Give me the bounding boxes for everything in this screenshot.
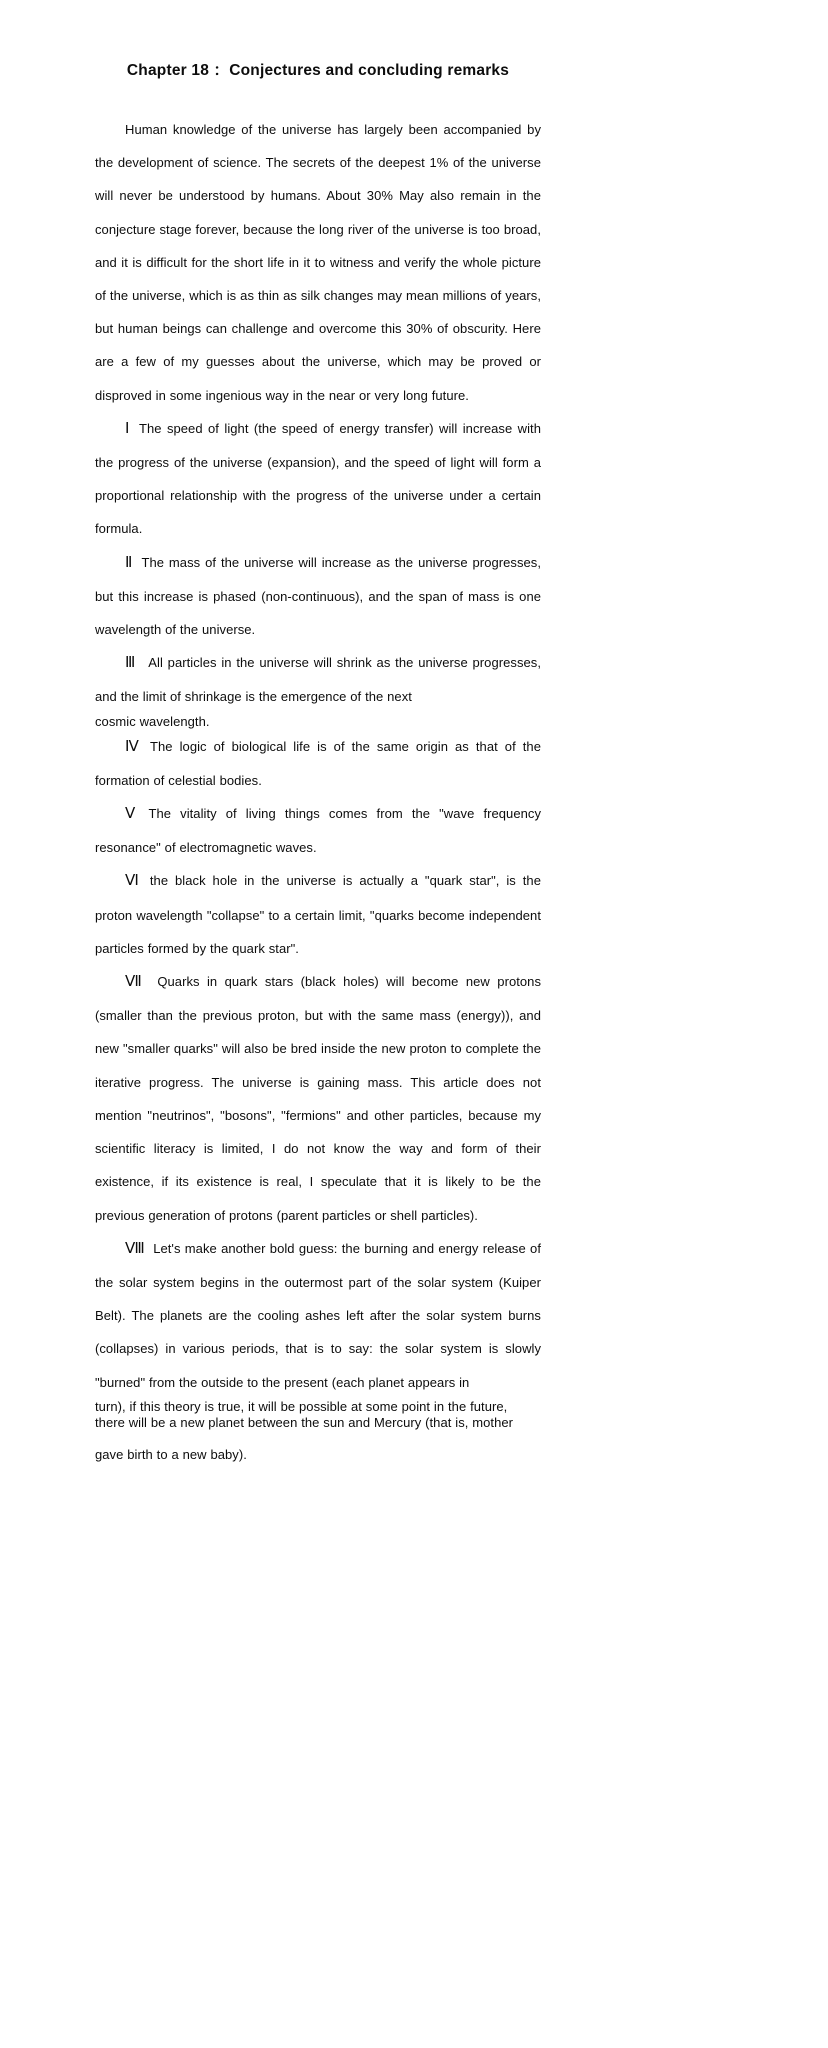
roman-numeral-8: Ⅷ	[125, 1240, 146, 1257]
conjecture-8-text-d: gave birth to a new baby).	[95, 1446, 247, 1462]
paragraph-intro: Human knowledge of the universe has largely been accompanied by the development of science. The secrets of the deepest 1% of the universe will never be understood by humans. About 30% May also remain in the conjecture stage forever, because the long river of the universe is too broad, and it is difficult for the short life in it to witness and verify the whole picture of the universe, which is as thin as silk changes may mean millions of years, but human beings can challenge and overcome this 30% of obscurity. Here are a few of my guesses about the universe, which may be proved or disproved in some ingenious way in the near or very long future.	[95, 122, 541, 403]
paragraph-conjecture-6	[95, 864, 541, 965]
paragraph-conjecture-4	[95, 730, 541, 797]
paragraph-conjecture-3	[95, 646, 541, 729]
conjecture-4-text: The logic of biological life is of the same origin as that of the formation of celestial bodies.	[95, 738, 541, 788]
paragraph-conjecture-2	[95, 546, 541, 647]
conjecture-5-text: The vitality of living things comes from the "wave frequency resonance" of electromagnetic waves.	[95, 806, 541, 856]
roman-numeral-6: Ⅵ	[125, 873, 142, 890]
page-title: Chapter 18 ：Conjectures and concluding remarks	[126, 62, 510, 79]
paragraph-conjecture-1	[95, 412, 541, 546]
roman-numeral-2: Ⅱ	[125, 554, 134, 571]
conjecture-3-text: All particles in the universe will shrink as the universe progresses, and the limit of shrinkage is the emergence of the next	[95, 655, 541, 705]
paragraph-conjecture-8	[95, 1232, 541, 1479]
paragraph-conjecture-5	[95, 797, 541, 864]
document-body	[95, 0, 541, 1479]
roman-numeral-3: Ⅲ	[125, 655, 137, 672]
conjecture-1-text: The speed of light (the speed of energy transfer) will increase with the progress of the universe (expansion), and the speed of light will form a proportional relationship with the progress of the universe under a certain formula.	[95, 420, 541, 537]
roman-numeral-4: Ⅳ	[125, 738, 143, 755]
paragraph-conjecture-7	[95, 965, 541, 1232]
roman-numeral-5: Ⅴ	[125, 806, 141, 823]
conjecture-8-text: Let's make another bold guess: the burning and energy release of the solar system begins in the outermost part of the solar system (Kuiper Belt). The planets are the cooling ashes left after the solar system burns (collapses) in various periods, that is to say: the solar system is slowly "burned" from the outside to the present (each planet appears in	[95, 1240, 541, 1390]
roman-numeral-1: Ⅰ	[125, 420, 131, 437]
conjecture-8-text-c: there will be a new planet between the sun and Mercury (that is, mother	[95, 1414, 514, 1430]
conjecture-8-text-b: turn), if this theory is true, it will be possible at some point in the future,	[95, 1398, 508, 1414]
conjecture-6-text: the black hole in the universe is actually a "quark star", is the proton wavelength "collapse" to a certain limit, "quarks become independent particles formed by the quark star".	[95, 873, 541, 956]
roman-numeral-7: Ⅶ	[125, 974, 146, 991]
conjecture-2-text: The mass of the universe will increase as the universe progresses, but this increase is phased (non-continuous), and the span of mass is one wavelength of the universe.	[95, 554, 541, 638]
conjecture-7-text: Quarks in quark stars (black holes) will become new protons (smaller than the previous proton, but with the same mass (energy)), and new "smaller quarks" will also be bred inside the new proton to complete the iterative progress. The universe is gaining mass. This article does not mention "neutrinos", "bosons", "fermions" and other particles, because my scientific literacy is limited, I do not know the way and form of their existence, if its existence is real, I speculate that it is likely to be the previous generation of protons (parent particles or shell particles).	[95, 974, 541, 1223]
conjecture-3-text-tail: cosmic wavelength.	[95, 713, 210, 729]
